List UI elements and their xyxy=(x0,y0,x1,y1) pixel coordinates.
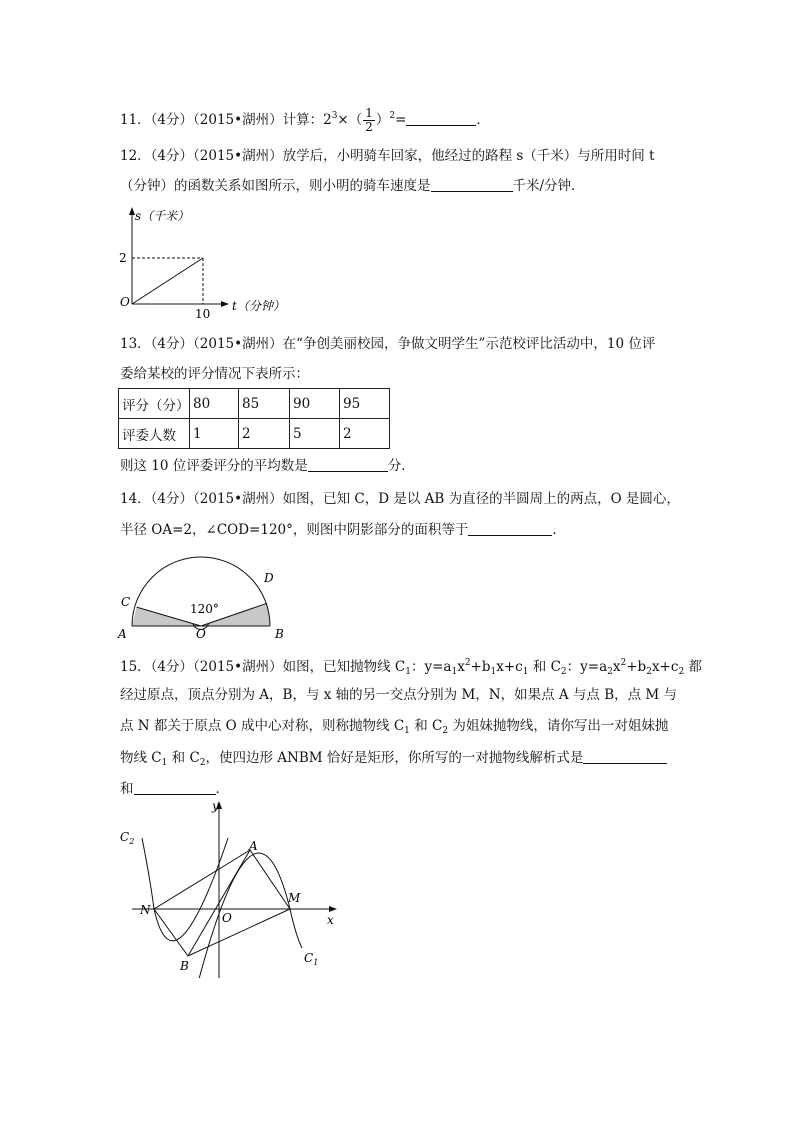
table-cell: 85 xyxy=(239,389,290,419)
q15-text: 和 xyxy=(120,781,134,797)
q12-x-label: t（分钟） xyxy=(232,299,285,313)
table-row xyxy=(119,389,390,419)
q11-fraction-numerator: 1 xyxy=(365,106,373,120)
q15-label-b: B xyxy=(180,959,189,973)
q15-sub: 2 xyxy=(442,726,449,736)
q15-sub: 1 xyxy=(522,667,529,677)
q13-question-text: 则这 10 位评委评分的平均数是 xyxy=(120,458,308,474)
q15-text: +b xyxy=(626,659,647,675)
q14-angle-label: 120° xyxy=(190,602,219,616)
q15-text: x+c xyxy=(496,659,523,675)
q11-equals: = xyxy=(395,112,407,128)
q15-sub: 2 xyxy=(607,667,613,677)
q12-x-arrow xyxy=(221,301,229,307)
q15-label-o: O xyxy=(222,911,232,925)
q14-question-text: 半径 OA=2，∠COD=120°，则图中阴影部分的面积等于 xyxy=(120,522,469,538)
q12-unit: 千米/分钟． xyxy=(512,178,585,194)
q15-sub: 2 xyxy=(199,758,206,768)
q15-label-m: M xyxy=(288,891,301,905)
q14-label-d: D xyxy=(264,571,274,585)
q13-line-1: 13．（4分）（2015•湖州）在“争创美丽校园，争做文明学生”示范校评比活动中，10 位评 xyxy=(120,336,656,352)
q15-text: ：y=a xyxy=(566,659,608,675)
q15-label-n: N xyxy=(140,903,151,917)
q11-close-paren: ） xyxy=(375,112,390,128)
q15-line-1 xyxy=(120,653,702,682)
q15-sub: 1 xyxy=(161,758,168,768)
q11-exponent-2: 2 xyxy=(389,111,396,121)
q15-label-y: y xyxy=(212,799,219,813)
q14-label-o: O xyxy=(196,627,206,641)
q13-answer-blank[interactable] xyxy=(308,457,388,472)
q14-semicircle-figure xyxy=(112,546,302,646)
q15-text: 都 xyxy=(684,659,702,675)
q15-text: 点 N 都关于原点 O 成中心对称，则称抛物线 C xyxy=(120,718,405,734)
q12-line-1: 12．（4分）（2015•湖州）放学后，小明骑车回家，他经过的路程 s（千米）与所用时间 t xyxy=(120,148,655,164)
q14-label-c: C xyxy=(121,595,131,609)
q15-line-4 xyxy=(120,748,667,773)
q11-line xyxy=(120,106,490,134)
q13-score-table xyxy=(118,388,390,449)
q15-sub: 1 xyxy=(451,667,458,677)
q13-unit: 分． xyxy=(387,458,415,474)
q15-text: 为姐妹抛物线，请你写出一对姐妹抛 xyxy=(448,718,669,734)
table-cell: 90 xyxy=(290,389,340,419)
q15-text: ，使四边形 ANBM 恰好是矩形，你所写的一对抛物线解析式是 xyxy=(205,750,584,766)
q15-sub: 2 xyxy=(646,667,652,677)
q15-line-2: 经过原点，顶点分别为 A，B，与 x 轴的另一交点分别为 M，N，如果点 A 与点 B，点 M 与 xyxy=(120,687,678,703)
q15-label-a: A xyxy=(249,839,258,853)
table-cell: 5 xyxy=(290,419,340,449)
q15-text: ：y=a xyxy=(410,659,452,675)
q14-line-1: 14．（4分）（2015•湖州）如图，已知 C，D 是以 AB 为直径的半圆周上的两点，O 是圆心， xyxy=(120,491,680,507)
q12-x-value: 10 xyxy=(195,307,211,321)
q11-prefix: 11．（4分）（2015•湖州）计算： xyxy=(120,112,324,128)
q14-answer-blank[interactable] xyxy=(468,521,552,536)
table-row xyxy=(119,419,390,449)
q15-answer-blank-1[interactable] xyxy=(583,749,667,764)
q11-times: ×（ xyxy=(337,112,363,128)
q15-sub: 1 xyxy=(404,726,410,736)
q15-end: ． xyxy=(215,781,229,797)
q13-line-2: 委给某校的评分情况下表所示： xyxy=(120,366,309,382)
q15-line-3 xyxy=(120,716,668,741)
q14-line-2 xyxy=(120,520,566,540)
q12-y-value: 2 xyxy=(119,251,127,265)
table-cell: 评委人数 xyxy=(119,419,190,449)
q15-sub: 2 xyxy=(560,667,567,677)
q15-text: 和 C xyxy=(409,718,443,734)
q15-text: x+c xyxy=(651,659,679,675)
q15-text: 15．（4分）（2015•湖州）如图，已知抛物线 C xyxy=(120,659,406,675)
q15-sup: 2 xyxy=(464,658,471,668)
q15-label-x: x xyxy=(327,913,334,927)
table-cell: 95 xyxy=(340,389,390,419)
q15-text: x xyxy=(457,659,465,675)
q12-origin-label: O xyxy=(120,295,130,309)
table-cell: 1 xyxy=(190,419,239,449)
q15-sub: 1 xyxy=(490,667,497,677)
q15-text: +b xyxy=(470,659,491,675)
q15-sup: 2 xyxy=(620,658,627,668)
q12-line-2 xyxy=(120,176,585,196)
q15-text: x xyxy=(612,659,621,675)
q15-x-arrow xyxy=(329,906,337,912)
table-cell: 2 xyxy=(340,419,390,449)
q14-label-b: B xyxy=(275,627,284,641)
q15-label-c1: $C_1$ xyxy=(304,951,319,967)
q14-end: ． xyxy=(552,522,566,538)
q15-sub: 1 xyxy=(405,667,411,677)
q11-base: 2 xyxy=(323,112,332,128)
q11-fraction-denominator: 2 xyxy=(365,120,373,134)
q12-question-text: （分钟）的函数关系如图所示，则小明的骑车速度是 xyxy=(120,178,431,194)
q11-exponent: 3 xyxy=(331,111,338,121)
q15-label-c2: $C_2$ xyxy=(120,830,135,846)
q11-answer-blank[interactable] xyxy=(406,111,476,126)
q12-answer-blank[interactable] xyxy=(431,177,513,192)
q15-line-5 xyxy=(120,779,229,799)
q15-sister-parabolas-figure xyxy=(112,798,352,978)
q11-end: ． xyxy=(476,112,490,128)
table-cell: 2 xyxy=(239,419,290,449)
q15-answer-blank-2[interactable] xyxy=(134,780,216,795)
q13-after-table xyxy=(120,456,415,476)
q12-graph-line xyxy=(132,258,203,304)
q15-text: 和 C xyxy=(528,659,561,675)
table-cell: 评分（分） xyxy=(119,389,190,419)
q15-parabola-c1 xyxy=(194,853,302,978)
q15-text: 物线 C xyxy=(120,750,162,766)
table-cell: 80 xyxy=(190,389,239,419)
q14-label-a: A xyxy=(118,627,127,641)
q11-fraction xyxy=(363,107,375,134)
q15-text: 和 C xyxy=(167,750,200,766)
q12-distance-time-graph xyxy=(110,202,290,322)
q12-y-label: s（千米） xyxy=(135,209,190,223)
q15-sub: 2 xyxy=(678,667,685,677)
